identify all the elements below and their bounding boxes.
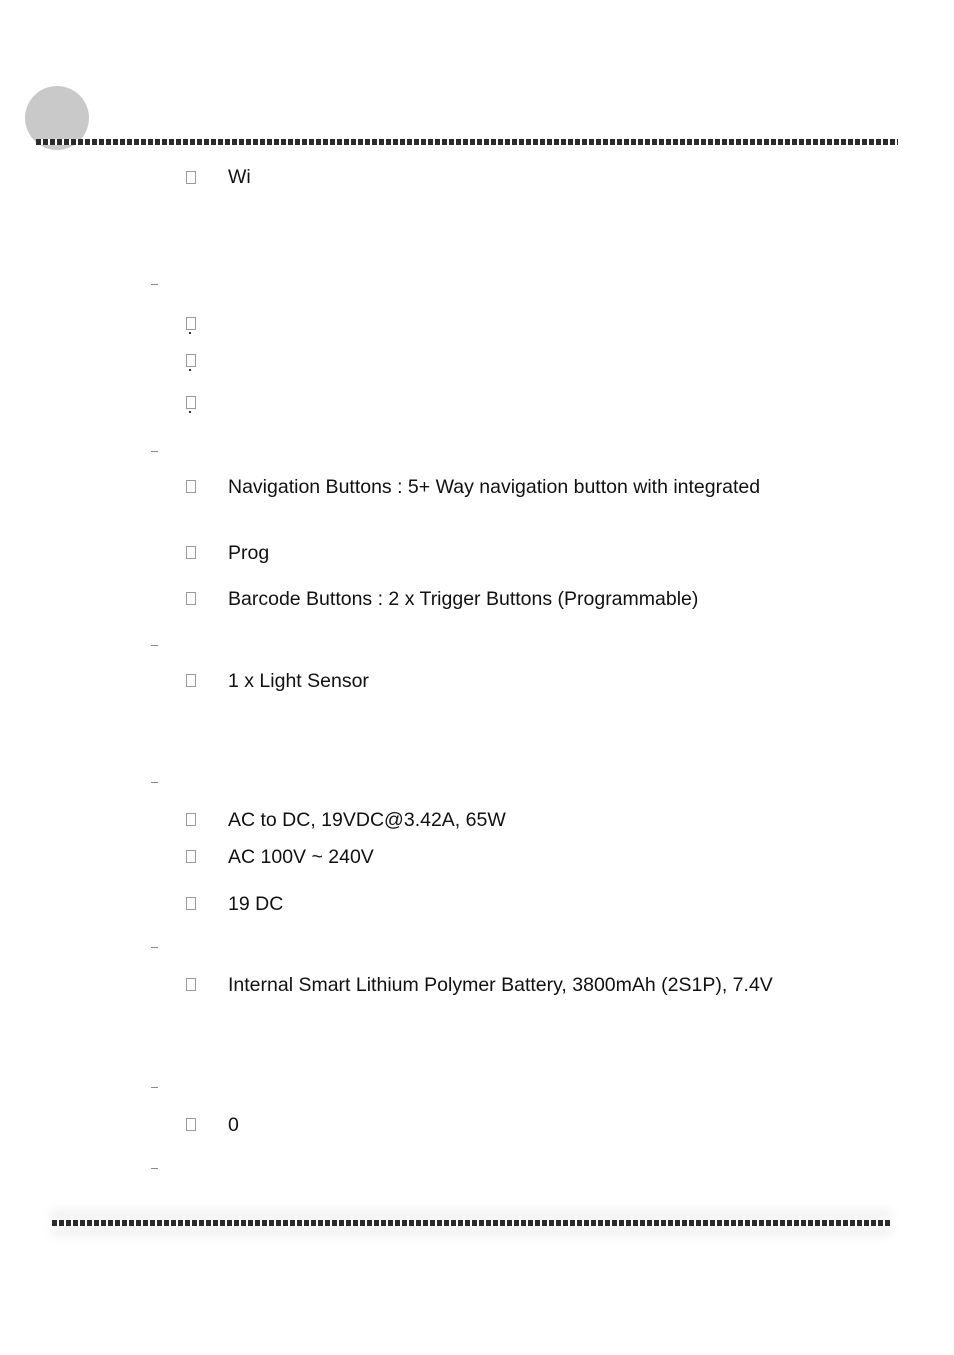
header-rule [36,139,898,145]
bullet-icon [186,674,196,687]
list-item: Wi [228,166,251,188]
section-marker [151,782,158,783]
section-marker [151,645,158,646]
bullet-icon [186,813,196,826]
footer-rule [52,1220,890,1226]
bullet-icon [186,1118,196,1131]
bullet-icon [186,897,196,910]
section-marker [151,284,158,285]
section-marker [151,1168,158,1169]
section-marker [151,1087,158,1088]
bullet-icon [186,480,196,493]
section-marker [151,451,158,452]
bullet-icon [186,850,196,863]
bullet-icon [186,592,196,605]
bullet-icon [186,978,196,991]
bullet-icon [186,171,196,184]
section-marker [151,947,158,948]
list-item: Internal Smart Lithium Polymer Battery, 3800mAh (2S1P), 7.4V [228,974,773,996]
list-item: 19 DC [228,893,284,915]
list-item: Prog [228,542,270,564]
list-item: AC to DC, 19VDC@3.42A, 65W [228,809,506,831]
list-item: 1 x Light Sensor [228,670,369,692]
bullet-icon [186,354,196,367]
list-item: Navigation Buttons : 5+ Way navigation button with integrated [228,476,761,498]
bullet-icon [186,546,196,559]
list-item: Barcode Buttons : 2 x Trigger Buttons (Programmable) [228,588,699,610]
list-item: AC 100V ~ 240V [228,846,374,868]
bullet-icon [186,396,196,409]
bullet-icon [186,317,196,330]
list-item: 0 [228,1114,239,1136]
